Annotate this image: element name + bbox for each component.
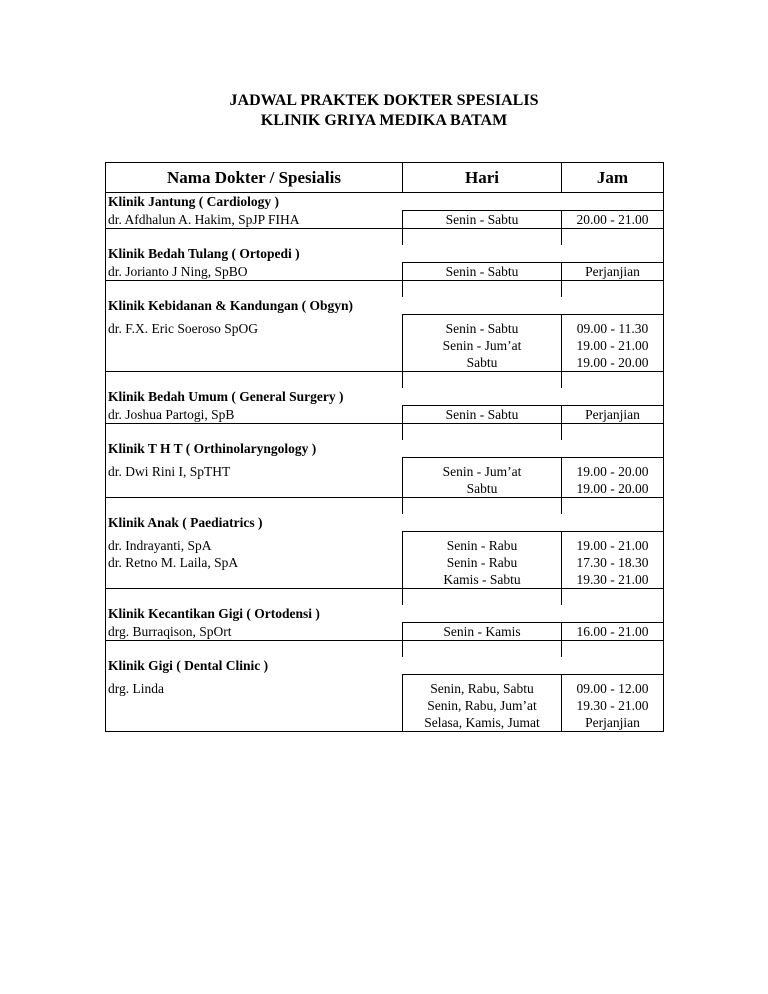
- practice-day: Senin, Rabu, Jum’at: [403, 697, 562, 714]
- schedule-row: [106, 354, 664, 372]
- practice-day: Sabtu: [403, 354, 562, 372]
- separator-cell: [403, 589, 562, 606]
- clinic-name: Klinik Kecantikan Gigi ( Ortodensi ): [106, 605, 664, 623]
- practice-time: 20.00 - 21.00: [562, 211, 664, 229]
- separator-row: [106, 281, 664, 298]
- schedule-row: [106, 315, 664, 338]
- clinic-name: Klinik Kebidanan & Kandungan ( Obgyn): [106, 297, 664, 315]
- doctor-name: drg. Burraqison, SpOrt: [106, 623, 403, 641]
- practice-time: 19.00 - 20.00: [562, 480, 664, 498]
- schedule-row: [106, 263, 664, 281]
- separator-cell: [403, 498, 562, 515]
- doctor-name: dr. Joshua Partogi, SpB: [106, 406, 403, 424]
- clinic-name: Klinik Jantung ( Cardiology ): [106, 193, 664, 211]
- practice-day: Senin, Rabu, Sabtu: [403, 675, 562, 698]
- practice-day: Selasa, Kamis, Jumat: [403, 714, 562, 732]
- separator-cell: [106, 229, 403, 246]
- table-header-row: [106, 163, 664, 193]
- separator-row: [106, 589, 664, 606]
- clinic-heading-row: [106, 657, 664, 675]
- practice-time: 19.00 - 21.00: [562, 337, 664, 354]
- practice-time: 19.00 - 20.00: [562, 458, 664, 481]
- schedule-table: [105, 162, 664, 732]
- schedule-row: [106, 571, 664, 589]
- clinic-heading-row: [106, 605, 664, 623]
- schedule-row: [106, 532, 664, 555]
- header-name: Nama Dokter / Spesialis: [106, 163, 403, 193]
- separator-row: [106, 229, 664, 246]
- doctor-name: dr. Indrayanti, SpA: [106, 532, 403, 555]
- header-time: Jam: [562, 163, 664, 193]
- separator-cell: [562, 641, 664, 658]
- separator-cell: [403, 372, 562, 389]
- separator-row: [106, 372, 664, 389]
- practice-time: 19.30 - 21.00: [562, 571, 664, 589]
- schedule-row: [106, 480, 664, 498]
- practice-day: Kamis - Sabtu: [403, 571, 562, 589]
- clinic-name: Klinik Anak ( Paediatrics ): [106, 514, 664, 532]
- schedule-row: [106, 211, 664, 229]
- separator-cell: [106, 589, 403, 606]
- practice-time: Perjanjian: [562, 714, 664, 732]
- clinic-name: Klinik Bedah Tulang ( Ortopedi ): [106, 245, 664, 263]
- practice-time: 16.00 - 21.00: [562, 623, 664, 641]
- separator-cell: [562, 589, 664, 606]
- clinic-name: Klinik Bedah Umum ( General Surgery ): [106, 388, 664, 406]
- practice-time: 19.00 - 21.00: [562, 532, 664, 555]
- doctor-name: drg. Linda: [106, 675, 403, 698]
- practice-day: Senin - Jum’at: [403, 337, 562, 354]
- document-subtitle: KLINIK GRIYA MEDIKA BATAM: [260, 112, 508, 129]
- clinic-heading-row: [106, 297, 664, 315]
- clinic-heading-row: [106, 514, 664, 532]
- schedule-row: [106, 406, 664, 424]
- practice-day: Senin - Sabtu: [403, 406, 562, 424]
- clinic-name: Klinik Gigi ( Dental Clinic ): [106, 657, 664, 675]
- doctor-name: dr. F.X. Eric Soeroso SpOG: [106, 315, 403, 338]
- doctor-name: [106, 571, 403, 589]
- separator-cell: [562, 424, 664, 441]
- practice-time: Perjanjian: [562, 406, 664, 424]
- clinic-heading-row: [106, 440, 664, 458]
- doctor-name: [106, 337, 403, 354]
- clinic-heading-row: [106, 193, 664, 211]
- separator-row: [106, 424, 664, 441]
- schedule-row: [106, 623, 664, 641]
- practice-time: 17.30 - 18.30: [562, 554, 664, 571]
- separator-cell: [403, 229, 562, 246]
- separator-cell: [403, 641, 562, 658]
- separator-row: [106, 641, 664, 658]
- doctor-name: dr. Retno M. Laila, SpA: [106, 554, 403, 571]
- doctor-name: dr. Dwi Rini I, SpTHT: [106, 458, 403, 481]
- separator-cell: [106, 281, 403, 298]
- doctor-name: [106, 697, 403, 714]
- schedule-body: [106, 193, 664, 732]
- practice-time: 09.00 - 11.30: [562, 315, 664, 338]
- practice-time: 19.30 - 21.00: [562, 697, 664, 714]
- doctor-name: [106, 354, 403, 372]
- schedule-row: [106, 675, 664, 698]
- clinic-name: Klinik T H T ( Orthinolaryngology ): [106, 440, 664, 458]
- separator-row: [106, 498, 664, 515]
- practice-day: Senin - Rabu: [403, 554, 562, 571]
- separator-cell: [403, 281, 562, 298]
- schedule-row: [106, 458, 664, 481]
- schedule-row: [106, 554, 664, 571]
- doctor-name: [106, 480, 403, 498]
- separator-cell: [106, 498, 403, 515]
- practice-day: Senin - Jum’at: [403, 458, 562, 481]
- practice-day: Senin - Rabu: [403, 532, 562, 555]
- clinic-heading-row: [106, 245, 664, 263]
- separator-cell: [562, 229, 664, 246]
- separator-cell: [106, 424, 403, 441]
- doctor-name: dr. Jorianto J Ning, SpBO: [106, 263, 403, 281]
- practice-day: Senin - Sabtu: [403, 315, 562, 338]
- practice-time: 09.00 - 12.00: [562, 675, 664, 698]
- practice-day: Sabtu: [403, 480, 562, 498]
- separator-cell: [562, 372, 664, 389]
- separator-cell: [106, 641, 403, 658]
- header-day: Hari: [403, 163, 562, 193]
- practice-time: Perjanjian: [562, 263, 664, 281]
- schedule-row: [106, 337, 664, 354]
- separator-cell: [562, 281, 664, 298]
- document-title: JADWAL PRAKTEK DOKTER SPESIALIS: [229, 92, 539, 109]
- practice-day: Senin - Kamis: [403, 623, 562, 641]
- doctor-name: [106, 714, 403, 732]
- practice-day: Senin - Sabtu: [403, 211, 562, 229]
- practice-time: 19.00 - 20.00: [562, 354, 664, 372]
- clinic-heading-row: [106, 388, 664, 406]
- separator-cell: [403, 424, 562, 441]
- schedule-row: [106, 714, 664, 732]
- separator-cell: [106, 372, 403, 389]
- schedule-row: [106, 697, 664, 714]
- separator-cell: [562, 498, 664, 515]
- doctor-name: dr. Afdhalun A. Hakim, SpJP FIHA: [106, 211, 403, 229]
- practice-day: Senin - Sabtu: [403, 263, 562, 281]
